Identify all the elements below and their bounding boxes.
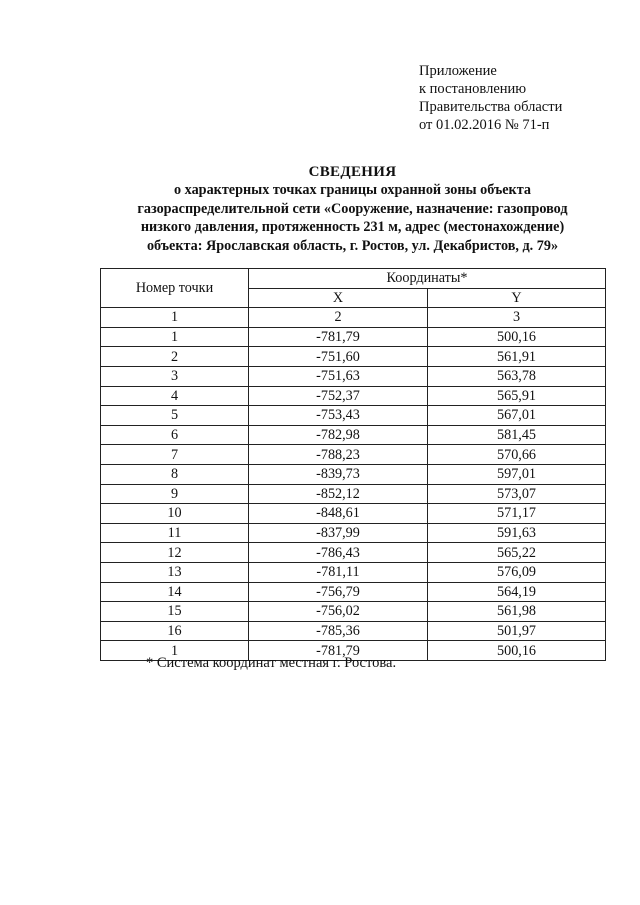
table-row — [101, 327, 606, 347]
cell-y: 567,01 — [428, 406, 606, 426]
table-row — [101, 425, 606, 445]
cell-x: -837,99 — [249, 523, 428, 543]
table-row — [101, 504, 606, 524]
table-column-number-row — [101, 308, 606, 328]
cell-y: 597,01 — [428, 464, 606, 484]
footnote: * Система координат местная г. Ростова. — [146, 655, 397, 671]
table-row — [101, 464, 606, 484]
cell-point-number: 2 — [101, 347, 249, 367]
cell-point-number: 13 — [101, 562, 249, 582]
cell-point-number: 12 — [101, 543, 249, 563]
table-row — [101, 621, 606, 641]
cell-y: 501,97 — [428, 621, 606, 641]
table-row — [101, 523, 606, 543]
heading-line: низкого давления, протяженность 231 м, адрес (местонахождение) — [140, 219, 565, 236]
document-title: СВЕДЕНИЯ — [308, 164, 397, 180]
table-row — [101, 386, 606, 406]
table-row — [101, 445, 606, 465]
appendix-block — [419, 62, 562, 134]
cell-point-number: 1 — [101, 327, 249, 347]
cell-x: -782,98 — [249, 425, 428, 445]
cell-point-number: 16 — [101, 621, 249, 641]
cell-point-number: 11 — [101, 523, 249, 543]
table-row — [101, 366, 606, 386]
cell-y: 563,78 — [428, 366, 606, 386]
cell-point-number: 14 — [101, 582, 249, 602]
heading-line: газораспределительной сети «Сооружение, назначение: газопровод — [137, 200, 568, 217]
cell-point-number: 10 — [101, 504, 249, 524]
cell-point-number: 1 — [101, 641, 249, 661]
cell-x: -751,63 — [249, 366, 428, 386]
cell-x: -852,12 — [249, 484, 428, 504]
header-coordinates: Координаты* — [249, 269, 606, 289]
cell-y: 581,45 — [428, 425, 606, 445]
cell-y: 591,63 — [428, 523, 606, 543]
header-y: Y — [428, 288, 606, 308]
cell-y: 561,98 — [428, 602, 606, 622]
cell-y: 565,22 — [428, 543, 606, 563]
cell-x: -786,43 — [249, 543, 428, 563]
appendix-line: Приложение — [419, 63, 497, 79]
cell-y: 564,19 — [428, 582, 606, 602]
document-heading — [100, 163, 605, 255]
column-number: 1 — [101, 308, 249, 328]
table-row — [101, 406, 606, 426]
heading-line: о характерных точках границы охранной зоны объекта — [174, 182, 531, 199]
cell-point-number: 7 — [101, 445, 249, 465]
cell-y: 573,07 — [428, 484, 606, 504]
table-row — [101, 562, 606, 582]
cell-y: 561,91 — [428, 347, 606, 367]
cell-point-number: 6 — [101, 425, 249, 445]
appendix-line: Правительства области — [419, 99, 563, 115]
cell-x: -752,37 — [249, 386, 428, 406]
table-header-row — [101, 269, 606, 289]
cell-point-number: 5 — [101, 406, 249, 426]
cell-y: 570,66 — [428, 445, 606, 465]
cell-x: -788,23 — [249, 445, 428, 465]
cell-point-number: 4 — [101, 386, 249, 406]
cell-y: 500,16 — [428, 327, 606, 347]
column-number: 3 — [428, 308, 606, 328]
cell-x: -781,79 — [249, 641, 428, 661]
table-row — [101, 543, 606, 563]
cell-x: -848,61 — [249, 504, 428, 524]
heading-line: объекта: Ярославская область, г. Ростов, ул. Декабристов, д. 79» — [146, 237, 559, 254]
cell-y: 500,16 — [428, 641, 606, 661]
cell-x: -753,43 — [249, 406, 428, 426]
table-row — [101, 484, 606, 504]
cell-y: 565,91 — [428, 386, 606, 406]
cell-x: -785,36 — [249, 621, 428, 641]
appendix-line: к постановлению — [419, 81, 527, 97]
cell-point-number: 15 — [101, 602, 249, 622]
header-point-number: Номер точки — [101, 269, 249, 308]
column-number: 2 — [249, 308, 428, 328]
cell-x: -839,73 — [249, 464, 428, 484]
cell-x: -781,11 — [249, 562, 428, 582]
table-row — [101, 347, 606, 367]
cell-point-number: 8 — [101, 464, 249, 484]
cell-y: 571,17 — [428, 504, 606, 524]
cell-x: -781,79 — [249, 327, 428, 347]
table-row — [101, 582, 606, 602]
cell-x: -756,02 — [249, 602, 428, 622]
header-x: X — [249, 288, 428, 308]
coordinates-table — [100, 268, 606, 661]
cell-x: -751,60 — [249, 347, 428, 367]
cell-y: 576,09 — [428, 562, 606, 582]
cell-x: -756,79 — [249, 582, 428, 602]
cell-point-number: 3 — [101, 366, 249, 386]
table-row — [101, 602, 606, 622]
table-body — [101, 327, 606, 660]
cell-point-number: 9 — [101, 484, 249, 504]
appendix-date-line: от 01.02.2016 № 71-п — [419, 117, 550, 133]
